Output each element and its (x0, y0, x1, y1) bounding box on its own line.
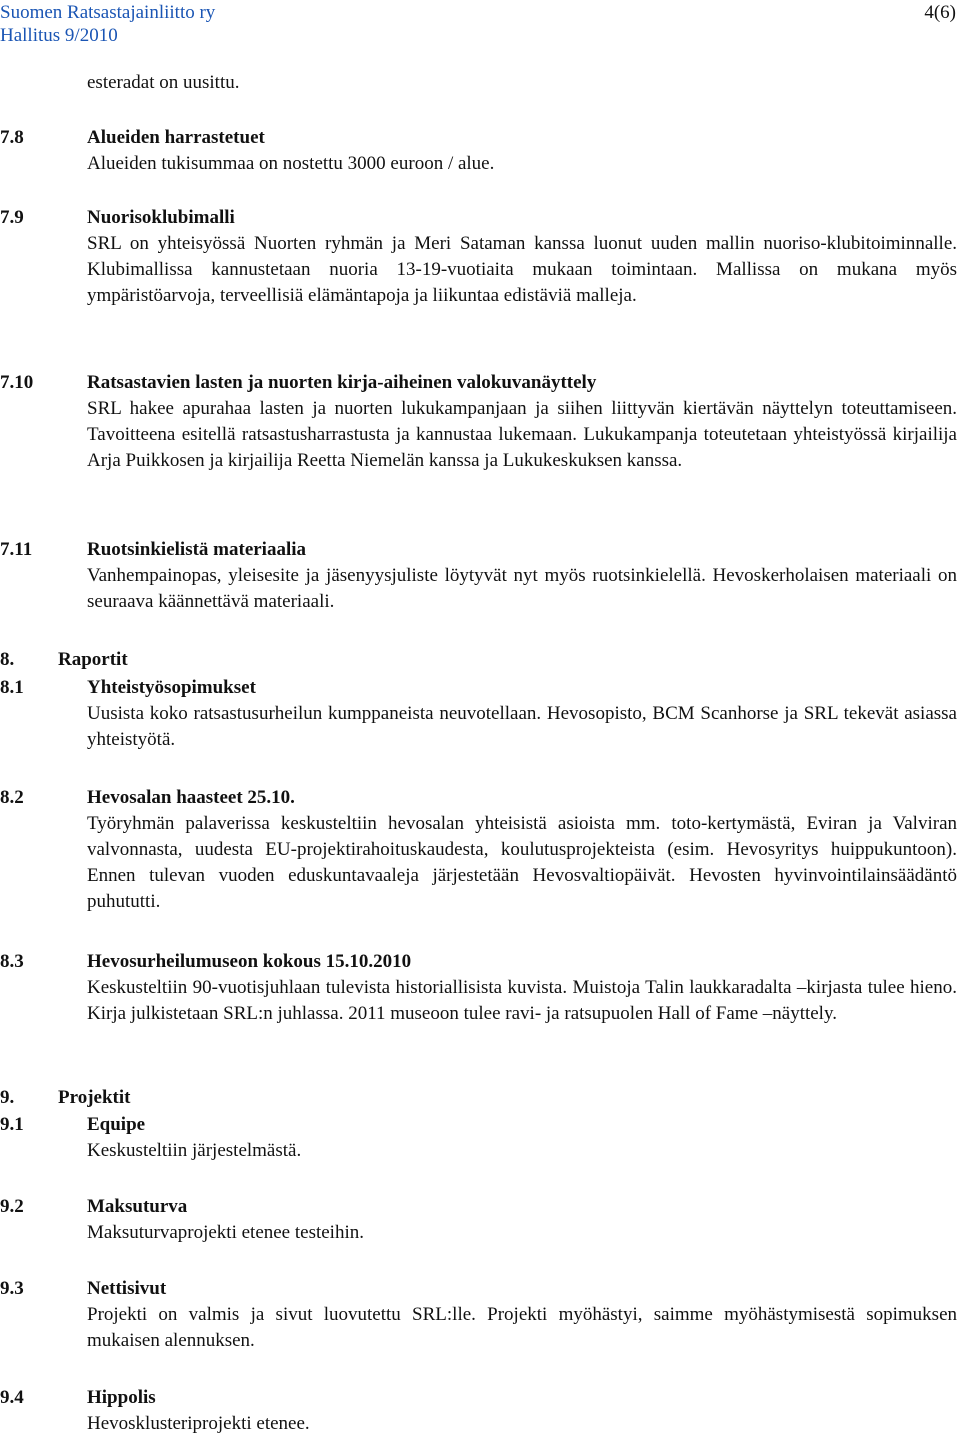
section-title: Alueiden harrastetuet (87, 127, 265, 148)
section-number: 9.2 (0, 1196, 24, 1217)
section-body: SRL on yhteisyössä Nuorten ryhmän ja Meri Sataman kanssa luonut uuden mallin nuoriso-klubitoiminnalle. Klubimallissa kannustetaan nuoria 13-19-vuotiaita mukaan toimintaan. Mallissa on mukana myös ympäristöarvoja, terveellisiä elämäntapoja ja liikuntaa edistäviä malleja. (87, 233, 957, 306)
section-body: Projekti on valmis ja sivut luovutettu SRL:lle. Projekti myöhästyi, saimme myöhästymisestä sopimuksen mukaisen alennuksen. (87, 1304, 957, 1351)
chapter-title: Projektit (58, 1087, 131, 1108)
section-title: Nettisivut (87, 1278, 167, 1299)
section-number: 9.1 (0, 1114, 24, 1135)
section-title: Hevosurheilumuseon kokous 15.10.2010 (87, 951, 412, 972)
section-title: Ruotsinkielistä materiaalia (87, 539, 307, 560)
page-header (0, 0, 960, 48)
section-title: Ratsastavien lasten ja nuorten kirja-aiheinen valokuvanäyttely (87, 372, 597, 393)
section-title: Nuorisoklubimalli (87, 207, 235, 228)
section-number: 8.3 (0, 951, 24, 972)
section-body: Työryhmän palaverissa keskusteltiin hevosalan yhteisistä asioista mm. toto-kertymästä, Eviran ja Valviran valvonnasta, uudesta EU-projektirahoituskaudesta, koulutusprojekteista (esim. Hevosyritys huippukuntoon). Ennen tulevan vuoden eduskuntavaaleja järjestetään Hevosvaltiopäivät. Hevosten hyvinvointilainsäädäntö puhututti. (87, 813, 957, 912)
chapter-number: 9. (0, 1087, 15, 1108)
meeting-label: Hallitus 9/2010 (0, 25, 118, 46)
section-body: Maksuturvaprojekti etenee testeihin. (87, 1222, 364, 1243)
section-number: 8.2 (0, 787, 24, 808)
section-body: Uusista koko ratsastusurheilun kumppaneista neuvotellaan. Hevosopisto, BCM Scanhorse ja SRL tekevät asiassa yhteistyötä. (87, 703, 957, 750)
section-number: 7.10 (0, 372, 34, 393)
section-body: Vanhempainopas, yleisesite ja jäsenyysjuliste löytyvät nyt myös ruotsinkielellä. Hevoskerholaisen materiaali on seuraava käännettävä materiaali. (87, 565, 957, 612)
section-body: Hevosklusteriprojekti etenee. (87, 1413, 310, 1434)
section-body: Alueiden tukisummaa on nostettu 3000 euroon / alue. (87, 153, 495, 174)
section-number: 9.3 (0, 1278, 24, 1299)
section-title: Maksuturva (87, 1196, 188, 1217)
section-number: 7.8 (0, 127, 24, 148)
section-title: Hippolis (87, 1387, 156, 1408)
section-body: Keskusteltiin järjestelmästä. (87, 1140, 302, 1161)
section-title: Hevosalan haasteet 25.10. (87, 787, 295, 808)
organization-name: Suomen Ratsastajainliitto ry (0, 2, 216, 23)
section-title: Equipe (87, 1114, 146, 1135)
page-number: 4(6) (924, 2, 956, 23)
section-body: SRL hakee apurahaa lasten ja nuorten lukukampanjaan ja siihen liittyvän kiertävän näyttelyn toteuttamiseen. Tavoitteena esitellä ratsastusharrastusta ja kannustaa lukemaan. Lukukampanja toteutetaan yhteistyössä kirjailija Arja Puikkosen ja kirjailija Reetta Niemelän kanssa ja Lukukeskuksen kanssa. (87, 398, 957, 471)
section-body: Keskusteltiin 90-vuotisjuhlaan tulevista historiallisista kuvista. Muistoja Talin laukkaradalta –kirjasta tulee hieno. Kirja julkistetaan SRL:n juhlassa. 2011 museoon tulee ravi- ja ratsupuolen Hall of Fame –näyttely. (87, 977, 957, 1024)
section-number: 8.1 (0, 677, 24, 698)
chapter-number: 8. (0, 649, 15, 670)
section-number: 7.11 (0, 539, 33, 560)
section-number: 7.9 (0, 207, 24, 228)
section-title: Yhteistyösopimukset (87, 677, 256, 698)
chapter-title: Raportit (58, 649, 128, 670)
section-number: 9.4 (0, 1387, 24, 1408)
